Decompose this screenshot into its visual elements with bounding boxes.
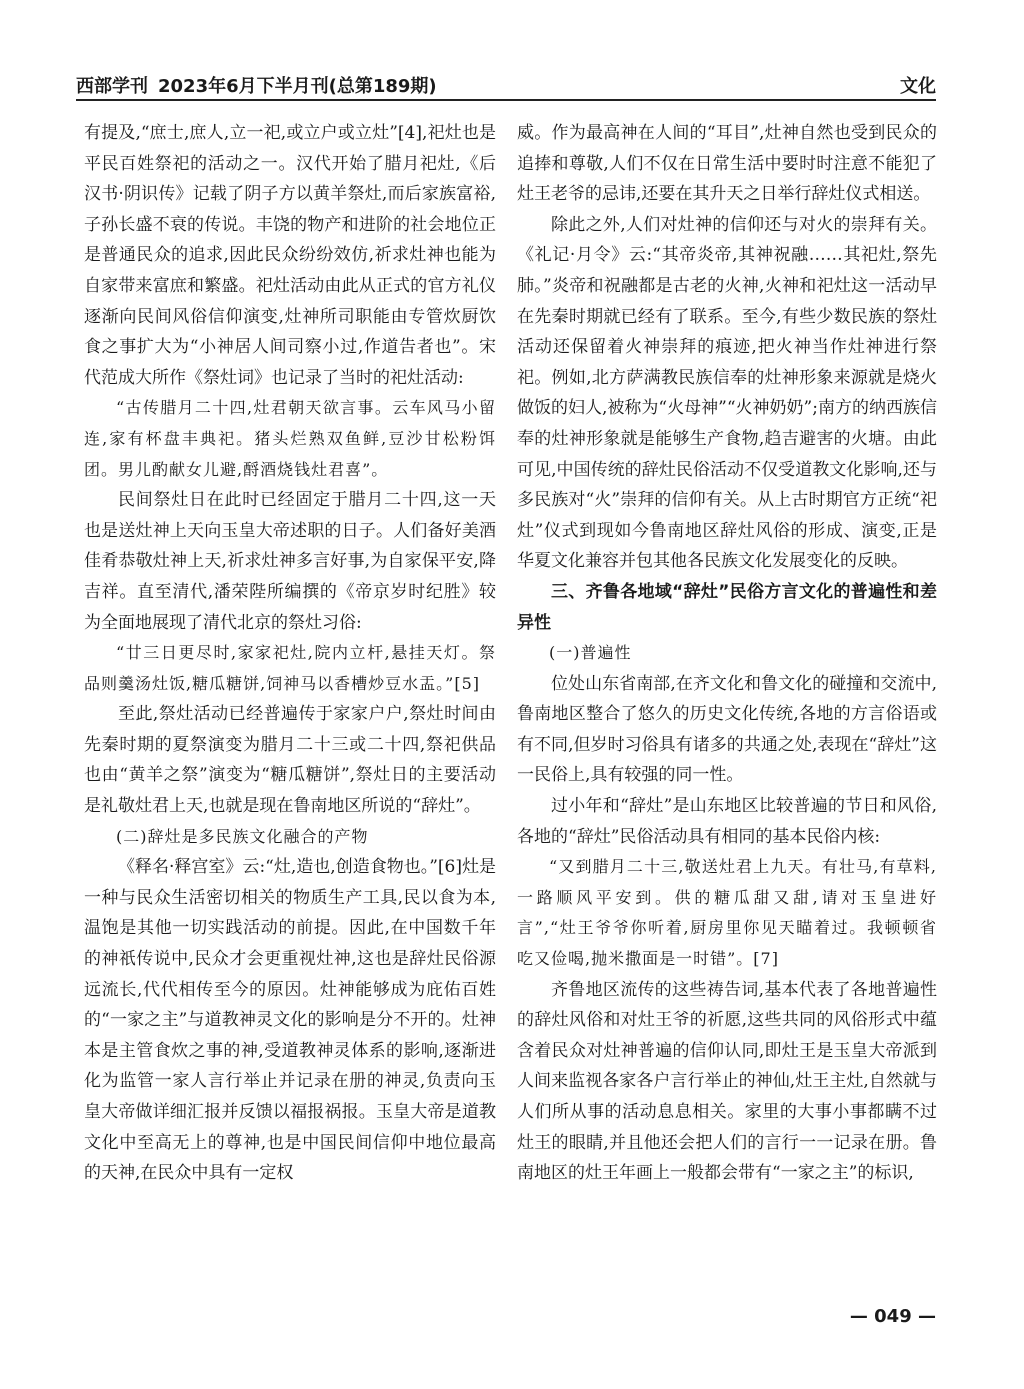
paragraph: 除此之外,人们对灶神的信仰还与对火的崇拜有关。《礼记·月令》云:“其帝炎帝,其神祝融……其祀灶,祭先肺。”炎帝和祝融都是古老的火神,火神和祀灶这一活动早在先秦时期就已经有了联系。至今,有些少数民族的祭灶活动还保留着火神崇拜的痕迹,把火神当作灶神进行祭祀。例如,北方萨满教民族信奉的灶神形象来源就是烧火做饭的妇人,被称为“火母神”“火神奶奶”;南方的纳西族信奉的灶神形象就是能够生产食物,趋吉避害的火塘。由此可见,中国传统的辞灶民俗活动不仅受道教文化影响,还与多民族对“火”崇拜的信仰有关。从上古时期官方正统“祀灶”仪式到现如今鲁南地区辞灶风俗的形成、演变,正是华夏文化兼容并包其他各民族文化发展变化的反映。 bbox=[517, 214, 937, 572]
paragraph: 《释名·释宫室》云:“灶,造也,创造食物也。”[6]灶是一种与民众生活密切相关的物质生产工具,民以食为本,温饱是其他一切实践活动的前提。因此,在中国数千年的神祇传说中,民众才会更重视灶神,这也是辞灶民俗源远流长,代代相传至今的原因。灶神能够成为庇佑百姓的“一家之主”与道教神灵文化的影响是分不开的。灶神本是主管食炊之事的神,受道教神灵体系的影响,逐渐进化为监管一家人言行举止并记录在册的神灵,负责向玉皇大帝做详细汇报并反馈以福报祸报。玉皇大帝是道教文化中至高无上的尊神,也是中国民间信仰中地位最高的天神,在民众中具有一定权 bbox=[84, 857, 496, 1184]
journal-logo: 西部学刊 bbox=[76, 76, 148, 97]
subheading: (二)辞灶是多民族文化融合的产物 bbox=[116, 826, 369, 846]
page-number: — 049 — bbox=[849, 1306, 936, 1327]
header-rule bbox=[76, 99, 936, 101]
paragraph: 有提及,“庶士,庶人,立一祀,或立户或立灶”[4],祀灶也是平民百姓祭祀的活动之一。汉代开始了腊月祀灶,《后汉书·阴识传》记载了阴子方以黄羊祭灶,而后家族富裕,子孙长盛不衰的传说。丰饶的物产和进阶的社会地位正是普通民众的追求,因此民众纷纷效仿,祈求灶神也能为自家带来富庶和繁盛。祀灶活动由此从正式的官方礼仪逐渐向民间风俗信仰演变,灶神所司职能由专管炊厨饮食之事扩大为“小神居人间司察小过,作道告者也”。宋代范成大所作《祭灶词》也记录了当时的祀灶活动: bbox=[84, 123, 496, 388]
paragraph: 至此,祭灶活动已经普遍传于家家户户,祭灶时间由先秦时期的夏祭演变为腊月二十三或二十四,祭祀供品也由“黄羊之祭”演变为“糖瓜糖饼”,祭灶日的主要活动是礼敬灶君上天,也就是现在鲁南地区所说的“辞灶”。 bbox=[84, 704, 496, 817]
paragraph: 齐鲁地区流传的这些祷告词,基本代表了各地普遍性的辞灶风俗和对灶王爷的祈愿,这些共同的风俗形式中蕴含着民众对灶神普遍的信仰认同,即灶王是玉皇大帝派到人间来监视各家各户言行举止的神仙,灶王主灶,自然就与人们所从事的活动息息相关。家里的大事小事都瞒不过灶王的眼睛,并且他还会把人们的言行一一记录在册。鲁南地区的灶王年画上一般都会带有“一家之主”的标识, bbox=[517, 979, 937, 1184]
paragraph: 民间祭灶日在此时已经固定于腊月二十四,这一天也是送灶神上天向玉皇大帝述职的日子。人们备好美酒佳肴恭敬灶神上天,祈求灶神多言好事,为自家保平安,降吉祥。直至清代,潘荣陛所编撰的《帝京岁时纪胜》较为全面地展现了清代北京的祭灶习俗: bbox=[84, 490, 496, 633]
paragraph: 位处山东省南部,在齐文化和鲁文化的碰撞和交流中,鲁南地区整合了悠久的历史文化传统,各地的方言俗语或有不同,但岁时习俗具有诸多的共通之处,表现在“辞灶”这一民俗上,具有较强的同一性。 bbox=[517, 673, 937, 786]
quote-block: “又到腊月二十三,敬送灶君上九天。有壮马,有草料,一路顺风平安到。供的糖瓜甜又甜,请对玉皇进好言”,“灶王爷爷你听着,厨房里你见天瞄着过。我顿顿省吃又俭喝,抛米撒面是一时错”。[7] bbox=[517, 857, 937, 969]
quote-block: “古传腊月二十四,灶君朝天欲言事。云车风马小留连,家有杯盘丰典祀。猪头烂熟双鱼鲜,豆沙甘松粉饵团。男儿酌献女儿避,酹酒烧钱灶君喜”。 bbox=[84, 398, 496, 479]
quote-block: “廿三日更尽时,家家祀灶,院内立杆,悬挂天灯。祭品则羹汤灶饭,糖瓜糖饼,饲神马以香槽炒豆水盂。”[5] bbox=[84, 643, 496, 693]
right-column bbox=[517, 118, 937, 1189]
section-label: 文化 bbox=[900, 76, 936, 97]
left-column bbox=[84, 118, 496, 1189]
paragraph: 过小年和“辞灶”是山东地区比较普遍的节日和风俗,各地的“辞灶”民俗活动具有相同的基本民俗内核: bbox=[517, 796, 937, 847]
section-heading: 三、齐鲁各地域“辞灶”民俗方言文化的普遍性和差异性 bbox=[517, 581, 937, 633]
page-header bbox=[76, 70, 936, 100]
paragraph: 威。作为最高神在人间的“耳目”,灶神自然也受到民众的追捧和尊敬,人们不仅在日常生活中要时时注意不能犯了灶王老爷的忌讳,还要在其升天之日举行辞灶仪式相送。 bbox=[517, 123, 937, 205]
issue-info: 2023年6月下半月刊(总第189期) bbox=[158, 76, 437, 97]
subheading: (一)普遍性 bbox=[549, 643, 632, 663]
